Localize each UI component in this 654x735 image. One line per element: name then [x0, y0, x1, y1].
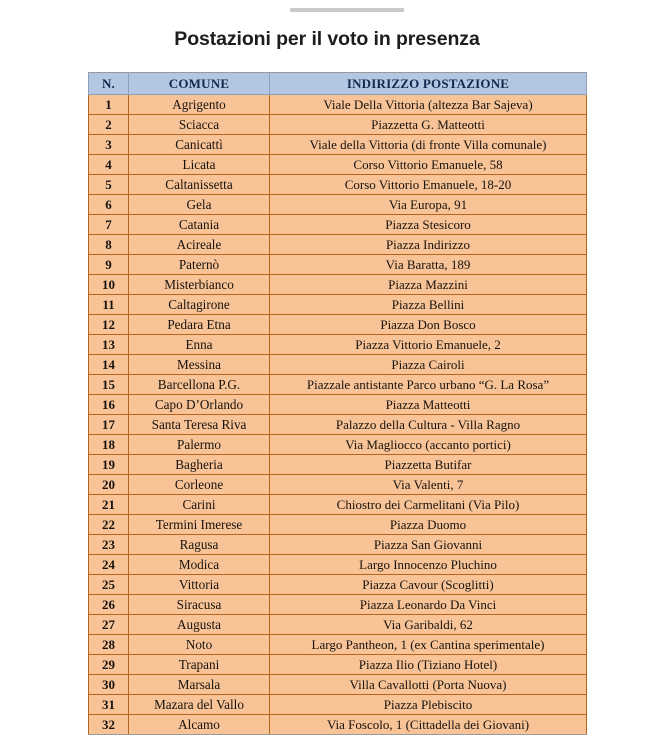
- cell-comune: Licata: [129, 155, 270, 175]
- table-row: [89, 535, 587, 555]
- cell-number: 24: [89, 555, 129, 575]
- table-row: [89, 195, 587, 215]
- cell-address: Largo Pantheon, 1 (ex Cantina sperimentale): [270, 635, 587, 655]
- cell-number: 27: [89, 615, 129, 635]
- table-row: [89, 95, 587, 115]
- cell-number: 9: [89, 255, 129, 275]
- cell-comune: Ragusa: [129, 535, 270, 555]
- table-row: [89, 355, 587, 375]
- cell-comune: Palermo: [129, 435, 270, 455]
- cell-address: Piazza Cavour (Scoglitti): [270, 575, 587, 595]
- cell-comune: Sciacca: [129, 115, 270, 135]
- cell-address: Piazza Leonardo Da Vinci: [270, 595, 587, 615]
- cell-comune: Modica: [129, 555, 270, 575]
- cell-comune: Termini Imerese: [129, 515, 270, 535]
- cell-address: Corso Vittorio Emanuele, 58: [270, 155, 587, 175]
- cell-address: Piazza Cairoli: [270, 355, 587, 375]
- table-row: [89, 155, 587, 175]
- table-row: [89, 515, 587, 535]
- cell-comune: Misterbianco: [129, 275, 270, 295]
- cell-address: Piazza Vittorio Emanuele, 2: [270, 335, 587, 355]
- cell-number: 25: [89, 575, 129, 595]
- cell-comune: Santa Teresa Riva: [129, 415, 270, 435]
- cell-number: 2: [89, 115, 129, 135]
- cell-comune: Messina: [129, 355, 270, 375]
- table-row: [89, 575, 587, 595]
- cell-address: Piazzetta G. Matteotti: [270, 115, 587, 135]
- cell-address: Largo Innocenzo Pluchino: [270, 555, 587, 575]
- table-row: [89, 415, 587, 435]
- top-divider-rule: [290, 8, 404, 12]
- table-row: [89, 555, 587, 575]
- column-header-comune: COMUNE: [129, 73, 270, 95]
- table-row: [89, 235, 587, 255]
- cell-comune: Siracusa: [129, 595, 270, 615]
- cell-comune: Vittoria: [129, 575, 270, 595]
- cell-number: 13: [89, 335, 129, 355]
- cell-comune: Paternò: [129, 255, 270, 275]
- table-row: [89, 255, 587, 275]
- cell-number: 29: [89, 655, 129, 675]
- cell-address: Piazza Indirizzo: [270, 235, 587, 255]
- table-row: [89, 435, 587, 455]
- cell-comune: Corleone: [129, 475, 270, 495]
- cell-number: 12: [89, 315, 129, 335]
- cell-address: Corso Vittorio Emanuele, 18-20: [270, 175, 587, 195]
- table-row: [89, 295, 587, 315]
- table-row: [89, 695, 587, 715]
- cell-comune: Mazara del Vallo: [129, 695, 270, 715]
- cell-number: 19: [89, 455, 129, 475]
- cell-number: 10: [89, 275, 129, 295]
- cell-address: Viale Della Vittoria (altezza Bar Sajeva): [270, 95, 587, 115]
- cell-address: Palazzo della Cultura - Villa Ragno: [270, 415, 587, 435]
- cell-address: Piazza Stesicoro: [270, 215, 587, 235]
- cell-address: Viale della Vittoria (di fronte Villa comunale): [270, 135, 587, 155]
- cell-number: 31: [89, 695, 129, 715]
- table-row: [89, 275, 587, 295]
- cell-address: Piazza Ilio (Tiziano Hotel): [270, 655, 587, 675]
- table-row: [89, 715, 587, 735]
- table-row: [89, 135, 587, 155]
- cell-comune: Gela: [129, 195, 270, 215]
- cell-comune: Carini: [129, 495, 270, 515]
- cell-comune: Caltanissetta: [129, 175, 270, 195]
- cell-number: 14: [89, 355, 129, 375]
- cell-number: 5: [89, 175, 129, 195]
- table-body: [89, 95, 587, 735]
- cell-comune: Trapani: [129, 655, 270, 675]
- table-header-row: [89, 73, 587, 95]
- cell-number: 17: [89, 415, 129, 435]
- table-row: [89, 455, 587, 475]
- cell-number: 21: [89, 495, 129, 515]
- voting-stations-table: [88, 72, 587, 735]
- cell-comune: Agrigento: [129, 95, 270, 115]
- cell-number: 7: [89, 215, 129, 235]
- cell-address: Chiostro dei Carmelitani (Via Pilo): [270, 495, 587, 515]
- cell-address: Via Baratta, 189: [270, 255, 587, 275]
- cell-comune: Pedara Etna: [129, 315, 270, 335]
- cell-number: 3: [89, 135, 129, 155]
- cell-number: 15: [89, 375, 129, 395]
- voting-stations-table-container: [88, 72, 586, 735]
- cell-number: 16: [89, 395, 129, 415]
- cell-number: 22: [89, 515, 129, 535]
- table-row: [89, 675, 587, 695]
- table-row: [89, 215, 587, 235]
- cell-comune: Catania: [129, 215, 270, 235]
- cell-comune: Alcamo: [129, 715, 270, 735]
- cell-address: Piazza Matteotti: [270, 395, 587, 415]
- table-row: [89, 595, 587, 615]
- cell-address: Via Foscolo, 1 (Cittadella dei Giovani): [270, 715, 587, 735]
- cell-number: 4: [89, 155, 129, 175]
- cell-address: Via Valenti, 7: [270, 475, 587, 495]
- cell-number: 20: [89, 475, 129, 495]
- page-title: Postazioni per il voto in presenza: [174, 28, 480, 50]
- cell-number: 26: [89, 595, 129, 615]
- cell-address: Piazzetta Butifar: [270, 455, 587, 475]
- table-row: [89, 635, 587, 655]
- cell-address: Piazza San Giovanni: [270, 535, 587, 555]
- cell-address: Via Garibaldi, 62: [270, 615, 587, 635]
- table-row: [89, 375, 587, 395]
- cell-number: 30: [89, 675, 129, 695]
- cell-address: Piazzale antistante Parco urbano “G. La Rosa”: [270, 375, 587, 395]
- cell-comune: Marsala: [129, 675, 270, 695]
- cell-number: 18: [89, 435, 129, 455]
- cell-comune: Capo D’Orlando: [129, 395, 270, 415]
- table-row: [89, 655, 587, 675]
- table-row: [89, 395, 587, 415]
- cell-address: Via Europa, 91: [270, 195, 587, 215]
- cell-address: Piazza Duomo: [270, 515, 587, 535]
- cell-number: 28: [89, 635, 129, 655]
- cell-address: Piazza Plebiscito: [270, 695, 587, 715]
- cell-comune: Caltagirone: [129, 295, 270, 315]
- cell-comune: Barcellona P.G.: [129, 375, 270, 395]
- cell-comune: Bagheria: [129, 455, 270, 475]
- cell-address: Via Magliocco (accanto portici): [270, 435, 587, 455]
- cell-number: 8: [89, 235, 129, 255]
- cell-number: 6: [89, 195, 129, 215]
- table-row: [89, 315, 587, 335]
- cell-number: 1: [89, 95, 129, 115]
- column-header-address: INDIRIZZO POSTAZIONE: [270, 73, 587, 95]
- cell-number: 32: [89, 715, 129, 735]
- cell-comune: Acireale: [129, 235, 270, 255]
- table-row: [89, 615, 587, 635]
- table-row: [89, 115, 587, 135]
- cell-number: 23: [89, 535, 129, 555]
- cell-number: 11: [89, 295, 129, 315]
- cell-address: Piazza Mazzini: [270, 275, 587, 295]
- cell-comune: Enna: [129, 335, 270, 355]
- table-row: [89, 335, 587, 355]
- cell-comune: Augusta: [129, 615, 270, 635]
- cell-address: Piazza Bellini: [270, 295, 587, 315]
- cell-comune: Canicattì: [129, 135, 270, 155]
- cell-address: Piazza Don Bosco: [270, 315, 587, 335]
- table-header: [89, 73, 587, 95]
- cell-comune: Noto: [129, 635, 270, 655]
- column-header-number: N.: [89, 73, 129, 95]
- table-row: [89, 475, 587, 495]
- table-row: [89, 495, 587, 515]
- cell-address: Villa Cavallotti (Porta Nuova): [270, 675, 587, 695]
- table-row: [89, 175, 587, 195]
